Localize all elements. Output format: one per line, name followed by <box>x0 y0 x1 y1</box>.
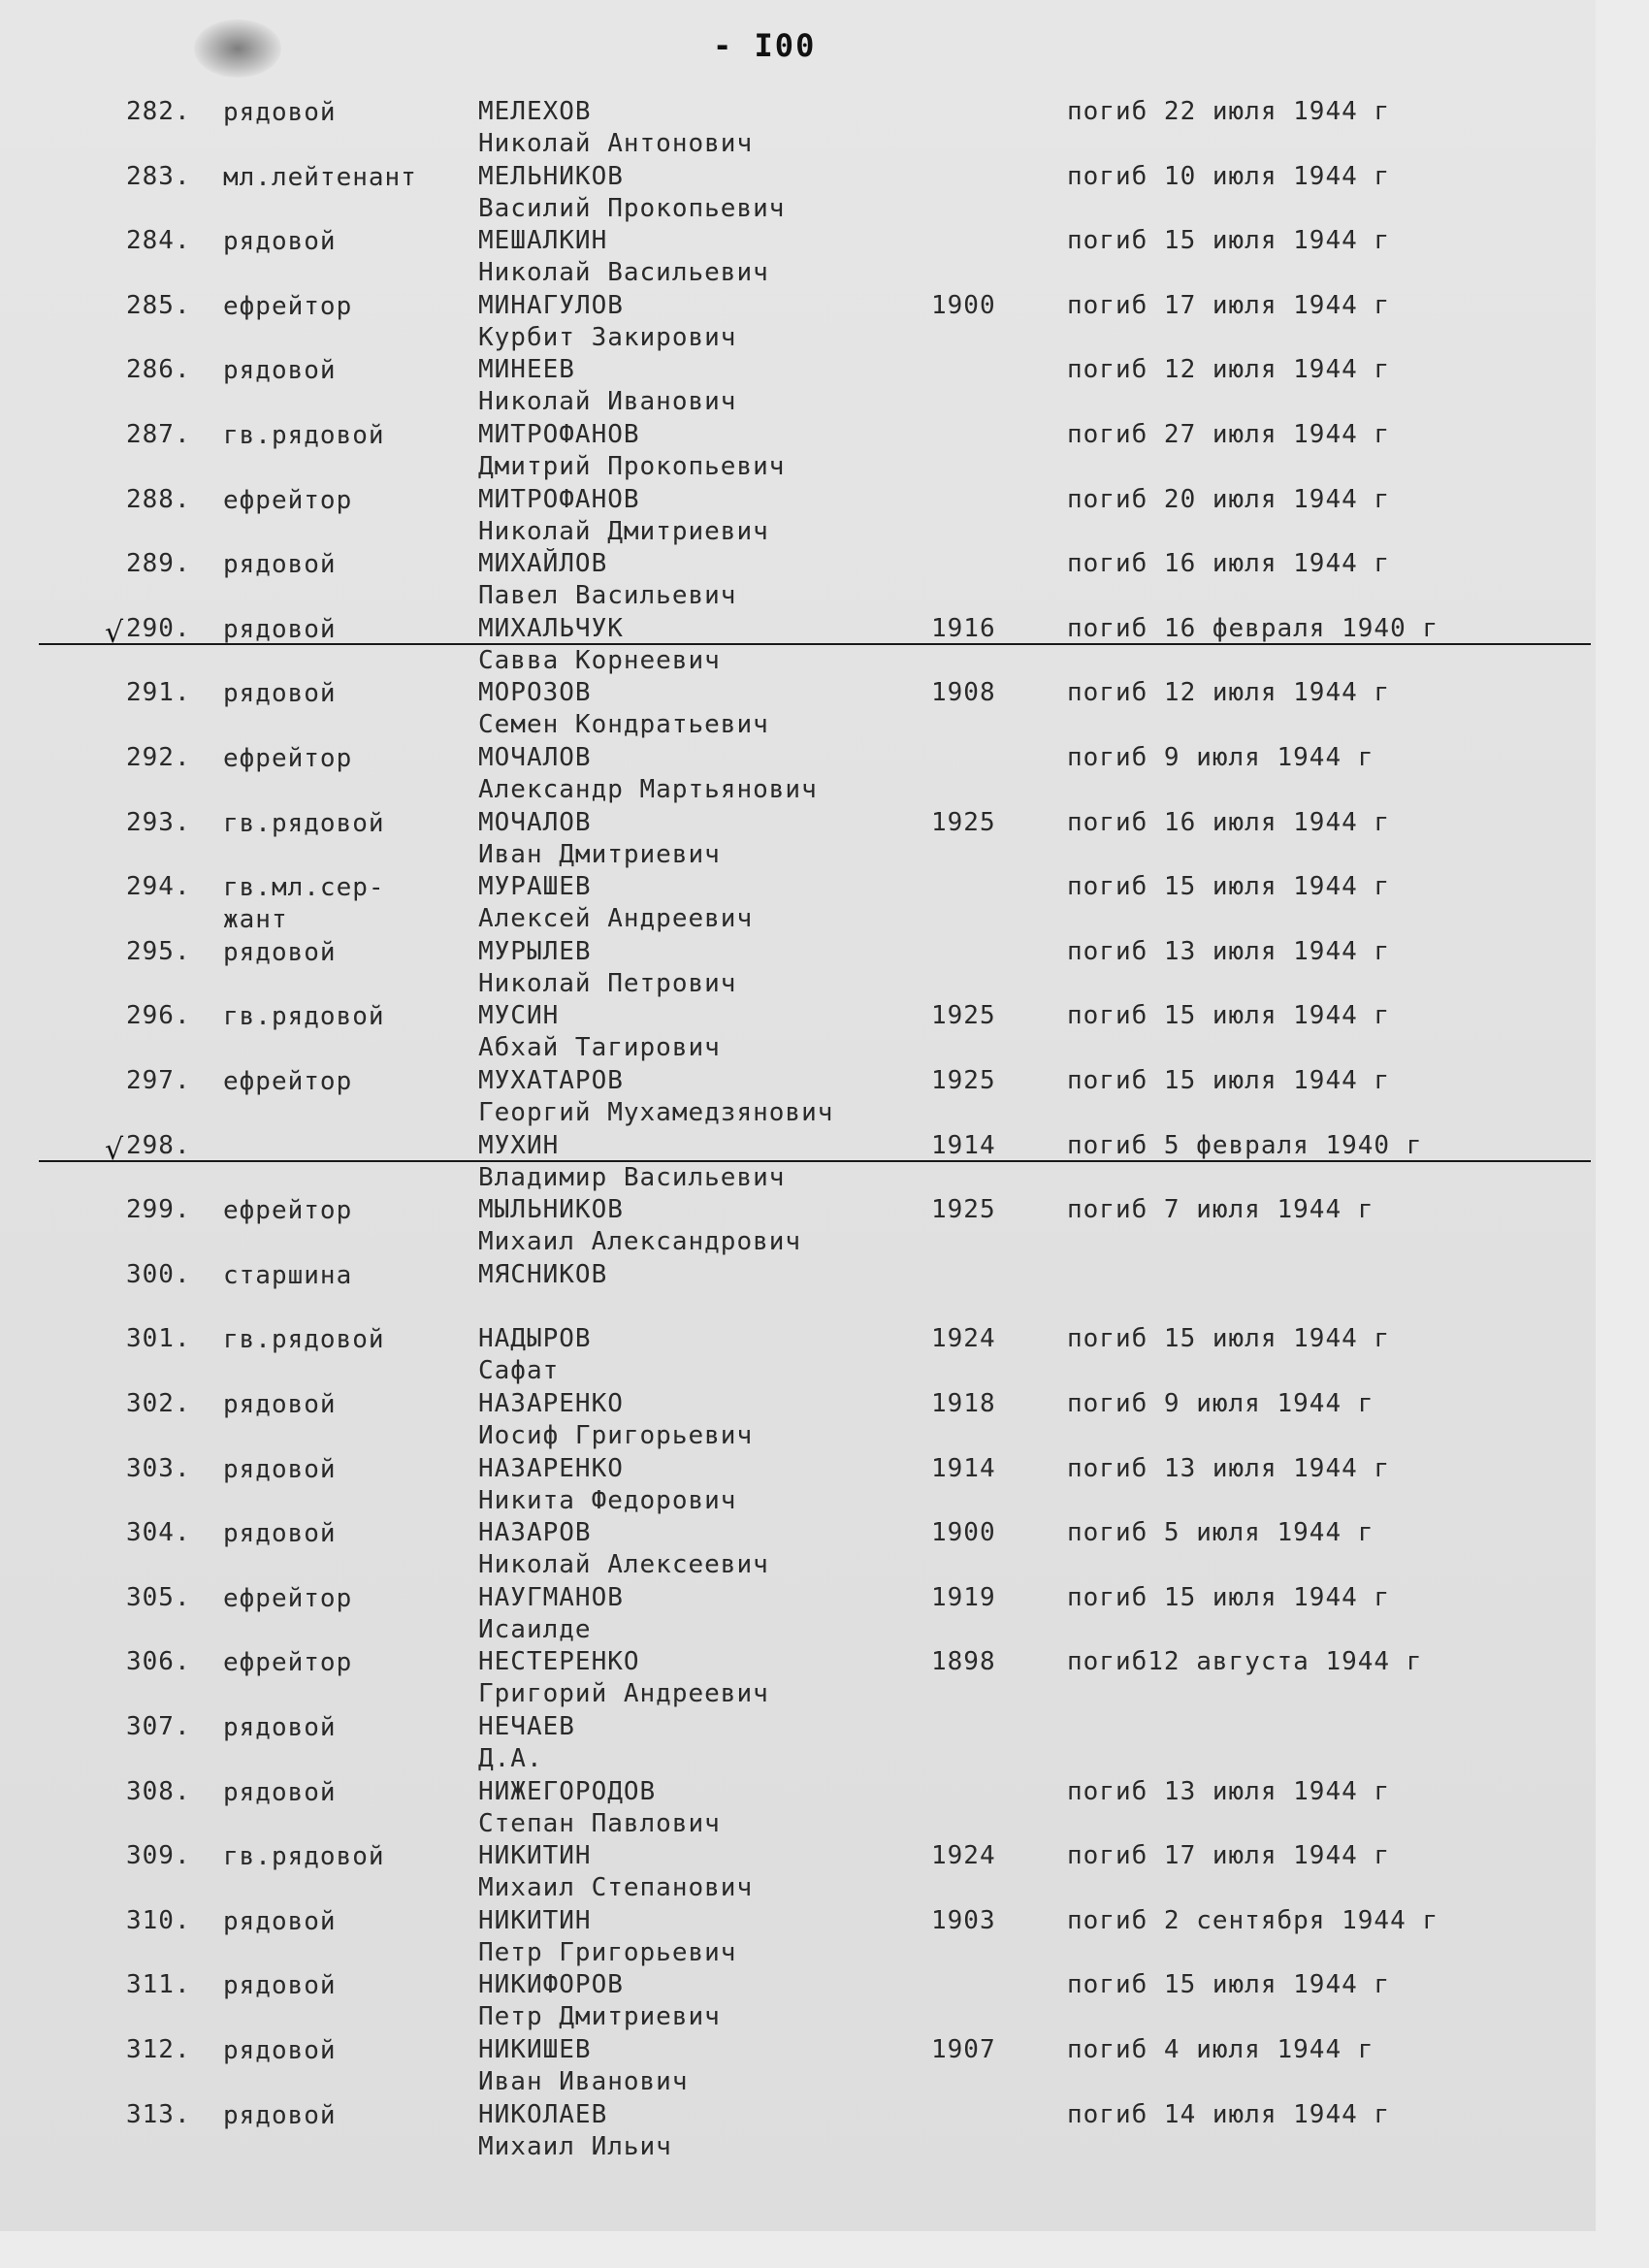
list-item <box>0 1001 1596 1065</box>
entry-given-name: Михаил Степанович <box>478 1873 754 1902</box>
entry-fate: погиб 7 июля 1944 г <box>1067 1195 1374 1224</box>
entry-given-name: Петр Дмитриевич <box>478 2002 721 2031</box>
entry-number: 286. <box>126 355 191 384</box>
entry-rank: рядовой <box>223 98 337 127</box>
entry-surname: НИКОЛАЕВ <box>478 2100 608 2129</box>
entry-given-name: Петр Григорьевич <box>478 1938 737 1967</box>
entry-rank: старшина <box>223 1261 353 1290</box>
entry-given-name: Савва Корнеевич <box>478 646 721 675</box>
entry-surname: МИХАЛЬЧУК <box>478 614 624 643</box>
list-item <box>0 1777 1596 1841</box>
list-item <box>0 1841 1596 1905</box>
entry-fate: погиб 13 июля 1944 г <box>1067 1777 1391 1806</box>
list-item <box>0 1131 1596 1195</box>
list-item <box>0 808 1596 872</box>
list-item <box>0 355 1596 419</box>
entry-surname: НАЗАРЕНКО <box>478 1454 624 1483</box>
checkmark-icon: √ <box>105 616 124 650</box>
entry-number: 282. <box>126 97 191 126</box>
entry-given-name: Абхай Тагирович <box>478 1033 721 1062</box>
entry-number: 294. <box>126 872 191 901</box>
entry-number: 288. <box>126 485 191 514</box>
list-item <box>0 614 1596 678</box>
list-item <box>0 937 1596 1001</box>
entry-surname: МЕШАЛКИН <box>478 226 608 255</box>
entry-surname: МИНАГУЛОВ <box>478 291 624 320</box>
entry-birth-year: 1908 <box>931 678 996 707</box>
entry-surname: МОРОЗОВ <box>478 678 592 707</box>
entry-given-name: Владимир Васильевич <box>478 1163 786 1192</box>
entry-rank: гв.рядовой <box>223 1002 385 1031</box>
entry-rank: рядовой <box>223 356 337 385</box>
entry-number: 291. <box>126 678 191 707</box>
entry-birth-year: 1925 <box>931 808 996 837</box>
entry-fate: погиб 16 июля 1944 г <box>1067 808 1391 837</box>
entry-surname: НИКИТИН <box>478 1906 592 1935</box>
entry-birth-year: 1925 <box>931 1001 996 1030</box>
entry-number: 290. <box>126 614 191 643</box>
entry-number: 300. <box>126 1260 191 1289</box>
entry-fate: погиб 20 июля 1944 г <box>1067 485 1391 514</box>
entry-rank: ефрейтор <box>223 1648 353 1677</box>
entry-rank: гв.рядовой <box>223 809 385 838</box>
entry-rank: рядовой <box>223 2036 337 2065</box>
entry-fate: погиб12 августа 1944 г <box>1067 1647 1423 1676</box>
entry-surname: НАУГМАНОВ <box>478 1583 624 1612</box>
entry-rank: гв.рядовой <box>223 1325 385 1354</box>
entry-given-name: Николай Васильевич <box>478 258 769 287</box>
entry-surname: НАЗАРЕНКО <box>478 1389 624 1418</box>
entry-given-name: Семен Кондратьевич <box>478 710 769 739</box>
entry-fate: погиб 5 февраля 1940 г <box>1067 1131 1423 1160</box>
list-item <box>0 1324 1596 1388</box>
entry-given-name: Д.А. <box>478 1744 543 1773</box>
entry-fate: погиб 13 июля 1944 г <box>1067 1454 1391 1483</box>
entry-number: 309. <box>126 1841 191 1870</box>
entry-given-name: Василий Прокопьевич <box>478 194 786 223</box>
entry-surname: НЕСТЕРЕНКО <box>478 1647 640 1676</box>
checkmark-icon: √ <box>105 1133 124 1167</box>
entry-given-name: Иосиф Григорьевич <box>478 1421 754 1450</box>
entry-surname: МИХАЙЛОВ <box>478 549 608 578</box>
entry-given-name: Исаилде <box>478 1615 592 1644</box>
entry-surname: НИКИШЕВ <box>478 2035 592 2064</box>
entry-fate: погиб 16 февраля 1940 г <box>1067 614 1439 643</box>
entry-number: 284. <box>126 226 191 255</box>
entry-surname: НЕЧАЕВ <box>478 1712 575 1741</box>
entry-rank: ефрейтор <box>223 292 353 321</box>
list-item <box>0 1583 1596 1647</box>
list-item <box>0 1712 1596 1776</box>
list-item <box>0 1970 1596 2034</box>
entry-rank: гв.рядовой <box>223 1842 385 1871</box>
list-item <box>0 2100 1596 2164</box>
entry-number: 292. <box>126 743 191 772</box>
entry-fate: погиб 15 июля 1944 г <box>1067 226 1391 255</box>
entry-rank: гв.мл.сер- жант <box>223 873 385 934</box>
entry-rank: ефрейтор <box>223 1196 353 1225</box>
entry-rank: гв.рядовой <box>223 421 385 450</box>
entry-given-name: Никита Федорович <box>478 1486 737 1515</box>
entry-birth-year: 1900 <box>931 291 996 320</box>
entry-number: 311. <box>126 1970 191 1999</box>
entry-fate: погиб 16 июля 1944 г <box>1067 549 1391 578</box>
list-item <box>0 1454 1596 1518</box>
entry-surname: МУХАТАРОВ <box>478 1066 624 1095</box>
entry-fate: погиб 14 июля 1944 г <box>1067 2100 1391 2129</box>
entry-fate: погиб 9 июля 1944 г <box>1067 743 1374 772</box>
entry-number: 306. <box>126 1647 191 1676</box>
entry-surname: НИКИФОРОВ <box>478 1970 624 1999</box>
entry-number: 298. <box>126 1131 191 1160</box>
list-item <box>0 1260 1596 1324</box>
entry-rank: рядовой <box>223 1390 337 1419</box>
entry-number: 287. <box>126 420 191 449</box>
entry-rank: рядовой <box>223 1455 337 1484</box>
entry-birth-year: 1903 <box>931 1906 996 1935</box>
entry-birth-year: 1914 <box>931 1454 996 1483</box>
list-item <box>0 291 1596 355</box>
entry-surname: МЫЛЬНИКОВ <box>478 1195 624 1224</box>
entry-fate: погиб 27 июля 1944 г <box>1067 420 1391 449</box>
entry-surname: МУСИН <box>478 1001 560 1030</box>
list-item <box>0 549 1596 613</box>
entry-rank: рядовой <box>223 550 337 579</box>
entry-fate: погиб 12 июля 1944 г <box>1067 355 1391 384</box>
entry-birth-year: 1924 <box>931 1841 996 1870</box>
entry-birth-year: 1925 <box>931 1066 996 1095</box>
entry-number: 295. <box>126 937 191 966</box>
entry-given-name: Дмитрий Прокопьевич <box>478 452 786 481</box>
entry-surname: МИНЕЕВ <box>478 355 575 384</box>
list-item <box>0 2035 1596 2099</box>
entry-surname: МУХИН <box>478 1131 560 1160</box>
list-item <box>0 97 1596 161</box>
list-item <box>0 1195 1596 1259</box>
entry-rank: рядовой <box>223 938 337 967</box>
entry-birth-year: 1919 <box>931 1583 996 1612</box>
entry-surname: МЕЛЬНИКОВ <box>478 162 624 191</box>
list-item <box>0 162 1596 226</box>
entry-given-name: Алексей Андреевич <box>478 904 754 933</box>
entry-number: 313. <box>126 2100 191 2129</box>
entry-number: 283. <box>126 162 191 191</box>
entry-fate: погиб 22 июля 1944 г <box>1067 97 1391 126</box>
entry-rank: рядовой <box>223 2101 337 2130</box>
entry-rank: ефрейтор <box>223 744 353 773</box>
list-item <box>0 1518 1596 1582</box>
entry-given-name: Иван Дмитриевич <box>478 840 721 869</box>
entry-given-name: Николай Иванович <box>478 387 737 416</box>
list-item <box>0 1389 1596 1453</box>
list-item <box>0 226 1596 290</box>
entry-number: 285. <box>126 291 191 320</box>
entry-fate: погиб 15 июля 1944 г <box>1067 1001 1391 1030</box>
entry-given-name: Александр Мартьянович <box>478 775 818 804</box>
entry-surname: МЯСНИКОВ <box>478 1260 608 1289</box>
entry-fate: погиб 15 июля 1944 г <box>1067 1066 1391 1095</box>
list-item <box>0 1066 1596 1130</box>
entry-fate: погиб 10 июля 1944 г <box>1067 162 1391 191</box>
entry-surname: НАЗАРОВ <box>478 1518 592 1547</box>
entry-rank: ефрейтор <box>223 1067 353 1096</box>
entry-number: 312. <box>126 2035 191 2064</box>
entry-fate: погиб 15 июля 1944 г <box>1067 1324 1391 1353</box>
entry-surname: МЕЛЕХОВ <box>478 97 592 126</box>
entry-number: 302. <box>126 1389 191 1418</box>
entry-birth-year: 1914 <box>931 1131 996 1160</box>
entry-rank: рядовой <box>223 679 337 708</box>
entry-fate: погиб 17 июля 1944 г <box>1067 1841 1391 1870</box>
entry-fate: погиб 5 июля 1944 г <box>1067 1518 1374 1547</box>
entry-given-name: Николай Петрович <box>478 969 737 998</box>
entry-rank: ефрейтор <box>223 486 353 515</box>
entry-birth-year: 1925 <box>931 1195 996 1224</box>
entry-surname: МОЧАЛОВ <box>478 743 592 772</box>
list-item <box>0 420 1596 484</box>
entry-given-name: Степан Павлович <box>478 1809 721 1838</box>
entry-given-name: Михаил Александрович <box>478 1227 802 1256</box>
entry-given-name: Георгий Мухамедзянович <box>478 1098 834 1127</box>
entry-fate: погиб 12 июля 1944 г <box>1067 678 1391 707</box>
entry-rank: рядовой <box>223 227 337 256</box>
entry-rank: ефрейтор <box>223 1584 353 1613</box>
entry-given-name: Михаил Ильич <box>478 2132 672 2161</box>
list-item <box>0 743 1596 807</box>
entry-rank: рядовой <box>223 1519 337 1548</box>
entry-fate: погиб 15 июля 1944 г <box>1067 872 1391 901</box>
list-item <box>0 1906 1596 1970</box>
entry-surname: НАДЫРОВ <box>478 1324 592 1353</box>
entry-number: 299. <box>126 1195 191 1224</box>
entry-rank: рядовой <box>223 1907 337 1936</box>
entry-rank: рядовой <box>223 1713 337 1742</box>
entry-surname: МИТРОФАНОВ <box>478 420 640 449</box>
entry-given-name: Павел Васильевич <box>478 581 737 610</box>
entry-number: 297. <box>126 1066 191 1095</box>
entry-surname: МУРАШЕВ <box>478 872 592 901</box>
entry-rank: рядовой <box>223 1778 337 1807</box>
entry-given-name: Николай Антонович <box>478 129 754 158</box>
entry-fate: погиб 4 июля 1944 г <box>1067 2035 1374 2064</box>
entry-rank: рядовой <box>223 615 337 644</box>
list-item <box>0 485 1596 549</box>
entry-number: 307. <box>126 1712 191 1741</box>
entry-number: 305. <box>126 1583 191 1612</box>
entry-surname: МОЧАЛОВ <box>478 808 592 837</box>
entry-birth-year: 1898 <box>931 1647 996 1676</box>
entry-birth-year: 1918 <box>931 1389 996 1418</box>
list-item <box>0 872 1596 936</box>
entry-birth-year: 1916 <box>931 614 996 643</box>
entry-fate: погиб 13 июля 1944 г <box>1067 937 1391 966</box>
entry-given-name: Григорий Андреевич <box>478 1679 769 1708</box>
entry-birth-year: 1900 <box>931 1518 996 1547</box>
entry-surname: НИКИТИН <box>478 1841 592 1870</box>
entry-fate: погиб 2 сентября 1944 г <box>1067 1906 1439 1935</box>
page-number: - I00 <box>713 27 817 64</box>
entry-number: 310. <box>126 1906 191 1935</box>
entry-fate: погиб 9 июля 1944 г <box>1067 1389 1374 1418</box>
entry-given-name: Иван Иванович <box>478 2067 689 2096</box>
entry-fate: погиб 17 июля 1944 г <box>1067 291 1391 320</box>
entry-given-name: Николай Дмитриевич <box>478 517 769 546</box>
ink-smudge <box>194 19 281 78</box>
entry-number: 303. <box>126 1454 191 1483</box>
list-item <box>0 678 1596 742</box>
entry-given-name: Курбит Закирович <box>478 323 737 352</box>
entry-number: 289. <box>126 549 191 578</box>
entry-number: 296. <box>126 1001 191 1030</box>
entry-birth-year: 1907 <box>931 2035 996 2064</box>
entry-number: 293. <box>126 808 191 837</box>
entry-surname: МУРЫЛЕВ <box>478 937 592 966</box>
entry-surname: МИТРОФАНОВ <box>478 485 640 514</box>
entry-rank: мл.лейтенант <box>223 163 417 192</box>
entry-birth-year: 1924 <box>931 1324 996 1353</box>
list-item <box>0 1647 1596 1711</box>
entry-number: 304. <box>126 1518 191 1547</box>
entry-surname: НИЖЕГОРОДОВ <box>478 1777 657 1806</box>
entry-given-name: Сафат <box>478 1356 560 1385</box>
entry-number: 301. <box>126 1324 191 1353</box>
entry-given-name: Николай Алексеевич <box>478 1550 769 1579</box>
entry-number: 308. <box>126 1777 191 1806</box>
entry-fate: погиб 15 июля 1944 г <box>1067 1970 1391 1999</box>
entry-fate: погиб 15 июля 1944 г <box>1067 1583 1391 1612</box>
entry-rank: рядовой <box>223 1971 337 2000</box>
